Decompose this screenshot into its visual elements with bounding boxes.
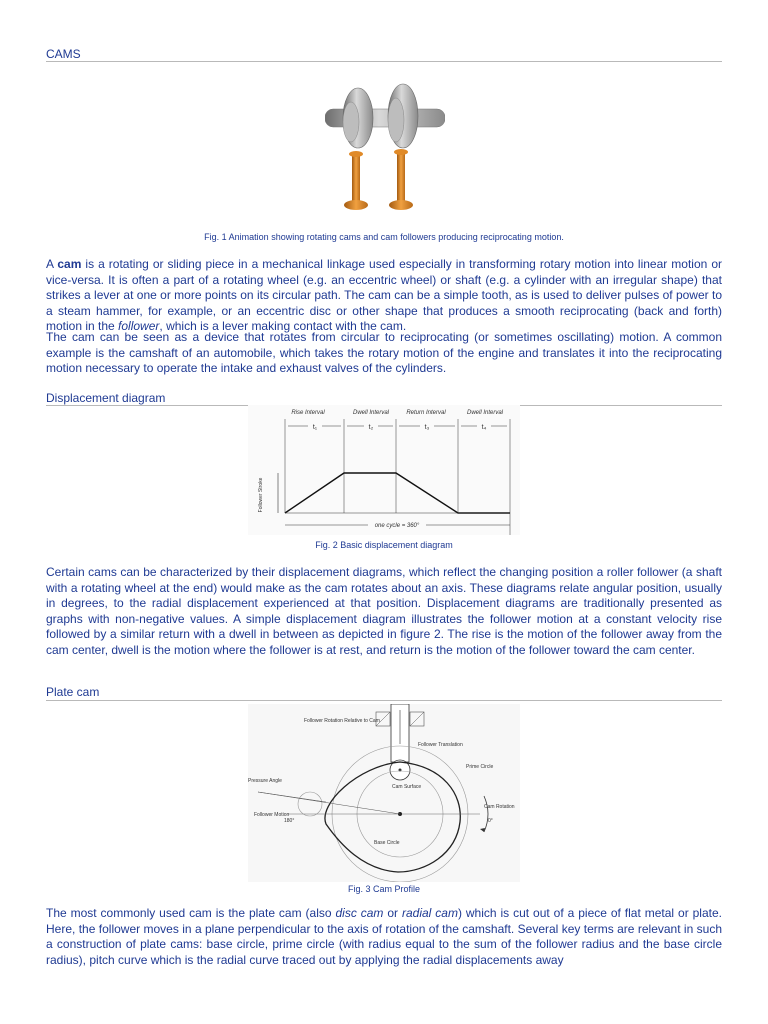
text-run: The most commonly used cam is the plate cam (also xyxy=(46,906,336,920)
paragraph-cam-definition xyxy=(46,257,722,335)
interval-label-return: Return Interval xyxy=(406,410,446,416)
interval-symbol-3: t₃ xyxy=(424,424,430,431)
interval-label-rise: Rise Interval xyxy=(291,410,325,416)
text-run: or xyxy=(383,906,402,920)
paragraph-displacement: Certain cams can be characterized by their displacement diagrams, which reflect the changing position a roller follower (a shaft with a rotating wheel at the end) would make as the cam rotates about an axis. These diagrams relate angular position, usually in degrees, to the radial displacement experienced at that position. Displacement diagrams are traditionally presented as graphs with non-negative values. A simple displacement diagram illustrates the follower motion at a constant velocity rise followed by a similar return with a dwell in between as depicted in figure 2. The rise is the motion of the follower away from the cam center, dwell is the motion where the follower is at rest, and return is the motion of the follower toward the cam center. xyxy=(46,565,722,657)
label-angle-0: 0° xyxy=(488,818,493,824)
label-follower-rotation: Follower Rotation Relative to Cam xyxy=(304,718,380,724)
paragraph-plate-cam xyxy=(46,906,722,968)
label-cam-rotation: Cam Rotation xyxy=(484,804,515,810)
label-pressure-angle: Pressure Angle xyxy=(248,778,282,784)
label-cam-surface: Cam Surface xyxy=(392,784,422,790)
interval-label-dwell-1: Dwell Interval xyxy=(352,410,390,416)
term-follower: follower xyxy=(118,319,160,333)
label-follower-motion: Follower Motion xyxy=(254,812,290,818)
figure-3-cam-profile xyxy=(248,704,520,882)
section-heading-displacement: Displacement diagram xyxy=(46,391,166,405)
interval-symbol-2: t₂ xyxy=(368,424,374,431)
label-follower-translation: Follower Translation xyxy=(418,742,463,748)
label-prime-circle: Prime Circle xyxy=(466,764,494,770)
divider xyxy=(46,700,722,701)
figure-2-caption: Fig. 2 Basic displacement diagram xyxy=(315,540,453,550)
text-run: A xyxy=(46,257,58,271)
figure-2-displacement-diagram xyxy=(248,405,520,535)
text-run: is a rotating or sliding piece in a mechanical linkage used especially in transforming rotary motion into linear motion or vice-versa. It is often a part of a rotating wheel (e.g. an eccentric wheel) or shaft (e.g. a cylinder with an irregular shape) that strikes a lever at one or more points on its circular path. The cam can be a simple tooth, as is used to deliver pulses of power to a steam hammer, for example, or an eccentric disc or other shape that produces a smooth reciprocating (back and forth) motion in the xyxy=(46,257,722,333)
figure-3-caption: Fig. 3 Cam Profile xyxy=(347,884,421,894)
cycle-label: one cycle = 360° xyxy=(374,523,420,529)
figure-1-cams-image xyxy=(325,82,445,217)
term-disc-cam: disc cam xyxy=(335,906,384,920)
interval-label-dwell-2: Dwell Interval xyxy=(466,410,504,416)
interval-symbol-1: t₁ xyxy=(312,424,318,431)
term-cam: cam xyxy=(57,257,82,271)
section-heading-plate-cam: Plate cam xyxy=(46,685,100,699)
divider xyxy=(46,61,722,62)
text-run: ) which is cut out of a piece of flat metal or plate. Here, the follower moves in a plane perpendicular to the axis of rotation of the camshaft. Several key terms are relevant in such a construction of plate cams: base circle, prime circle (with radius equal to the sum of the follower radius and the base circle radius), pitch curve which is the radial curve traced out by applying the radial displacements away xyxy=(46,906,722,967)
interval-symbol-4: t₄ xyxy=(481,424,487,431)
term-radial-cam: radial cam xyxy=(401,906,458,920)
label-angle-180: 180° xyxy=(284,818,295,824)
figure-1-caption: Fig. 1 Animation showing rotating cams and cam followers producing reciprocating motion. xyxy=(204,232,564,242)
y-axis-label: Follower Stroke xyxy=(258,477,264,513)
label-base-circle: Base Circle xyxy=(374,840,400,846)
section-heading-cams: CAMS xyxy=(46,47,81,61)
paragraph-cam-device: The cam can be seen as a device that rotates from circular to reciprocating (or sometimes oscillating) motion. A common example is the camshaft of an automobile, which takes the rotary motion of the engine and translates it into the reciprocating motion necessary to operate the intake and exhaust valves of the cylinders. xyxy=(46,330,722,375)
text-run: , which is a lever making contact with the cam. xyxy=(159,319,407,333)
